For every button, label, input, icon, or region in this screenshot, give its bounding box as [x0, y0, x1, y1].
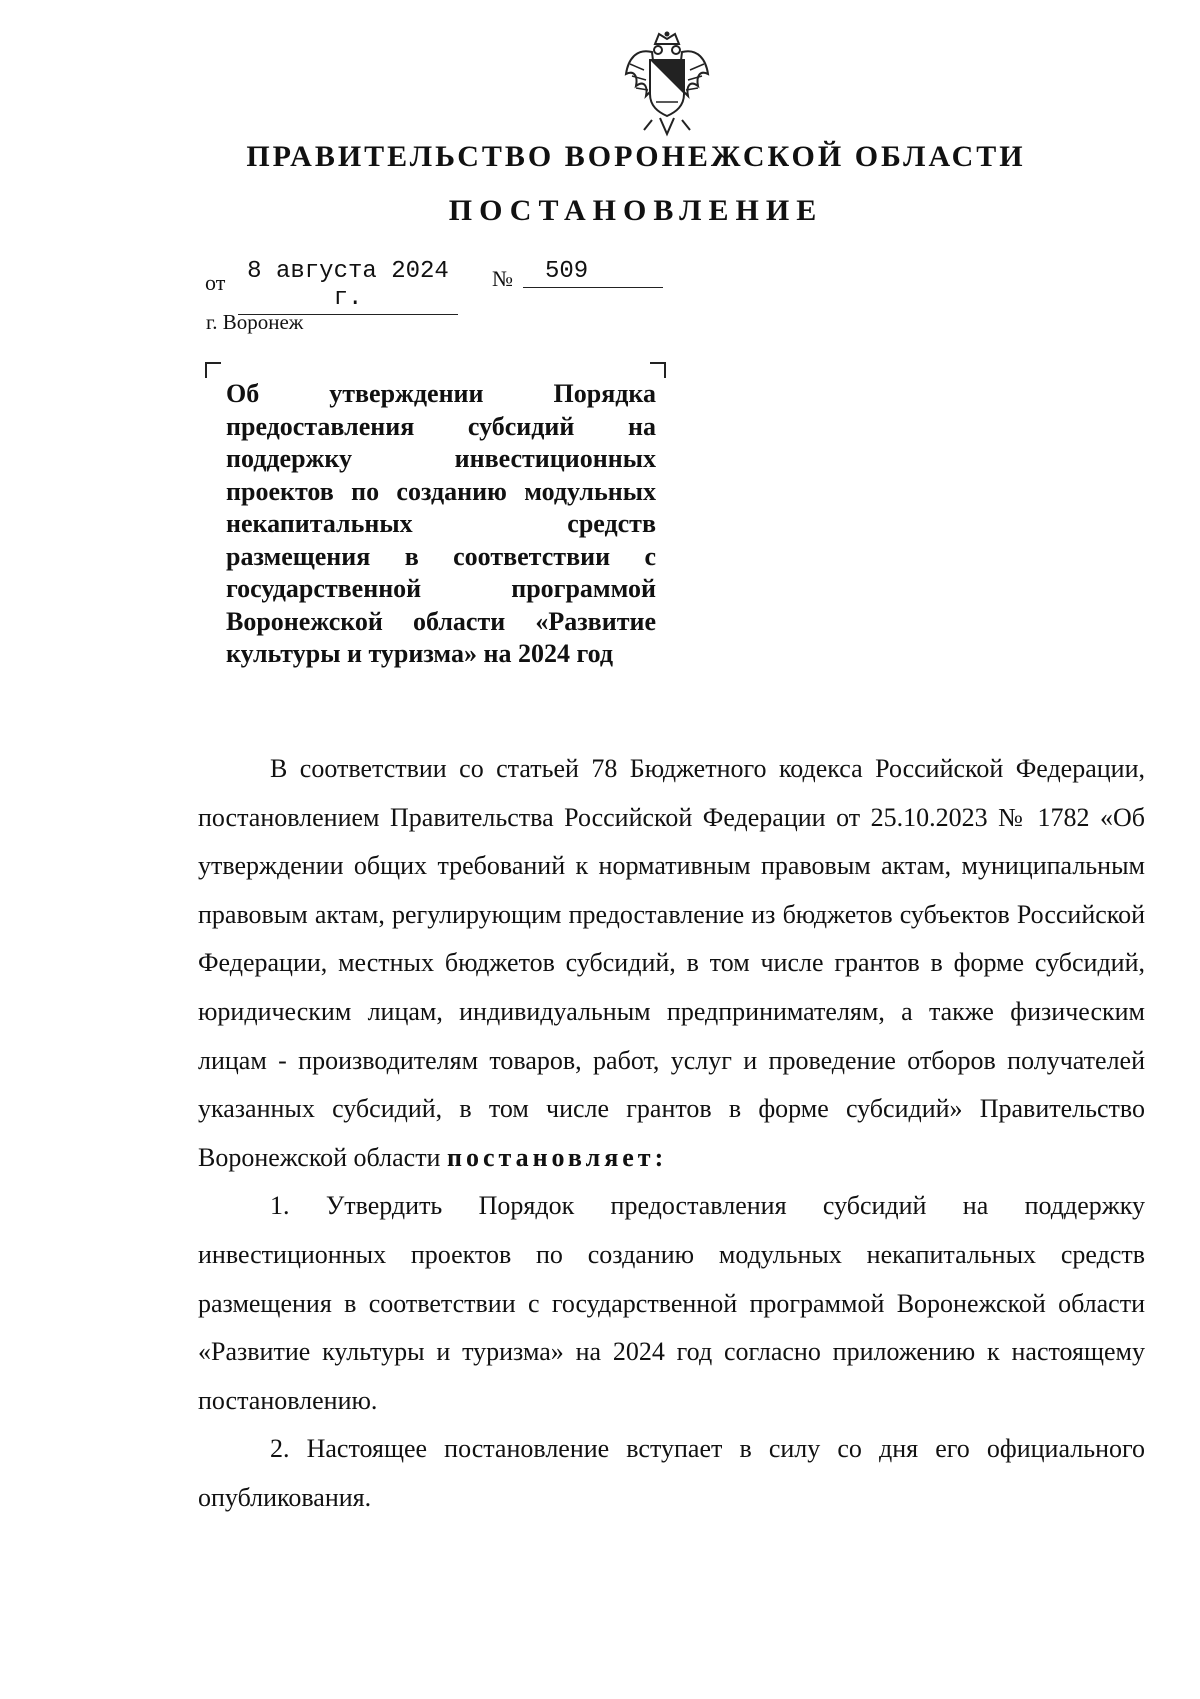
preamble-paragraph [198, 745, 1145, 1182]
city: г. Воронеж [206, 310, 304, 334]
document-number: 509 [523, 258, 663, 288]
document-type: ПОСТАНОВЛЕНИЕ [448, 194, 824, 227]
corner-mark-right [650, 362, 666, 378]
document-date: 8 августа 2024 г. [238, 258, 458, 315]
document-body [198, 745, 1145, 1523]
resolves-keyword: постановляет: [446, 1142, 668, 1172]
coat-of-arms-icon [622, 30, 712, 138]
document-subject: Об утверждении Порядка предоставления субсидий на поддержку инвестиционных проектов по созданию модульных некапитальных средств размещения в соответствии с государственной программой Воронежской области «Развитие культуры и туризма» на 2024 год [226, 379, 656, 668]
preamble-text: В соответствии со статьей 78 Бюджетного кодекса Российской Федерации, постановлением Правительства Российской Федерации от 25.10.2023 № 1782 «Об утверждении общих требований к нормативным правовым актам, муниципальным правовым актам, регулирующим предоставление из бюджетов субъектов Российской Федерации, местных бюджетов субсидий, в том числе грантов в форме субсидий, юридическим лицам, индивидуальным предпринимателям, а также физическим лицам - производителям товаров, работ, услуг и проведение отборов получателей указанных субсидий, в том числе грантов в форме субсидий» Правительство Воронежской области [198, 754, 1145, 1172]
organization-title: ПРАВИТЕЛЬСТВО ВОРОНЕЖСКОЙ ОБЛАСТИ [246, 140, 1026, 173]
date-prefix: от [205, 270, 226, 295]
item-paragraph: 1. Утвердить Порядок предоставления субсидий на поддержку инвестиционных проектов по созданию модульных некапитальных средств размещения в соответствии с государственной программой Воронежской области «Развитие культуры и туризма» на 2024 год согласно приложению к настоящему постановлению. [198, 1191, 1145, 1415]
date-number-line [205, 258, 665, 312]
corner-mark-left [205, 362, 221, 378]
item-paragraph: 2. Настоящее постановление вступает в силу со дня его официального опубликования. [198, 1434, 1145, 1512]
number-prefix: № [492, 266, 513, 291]
